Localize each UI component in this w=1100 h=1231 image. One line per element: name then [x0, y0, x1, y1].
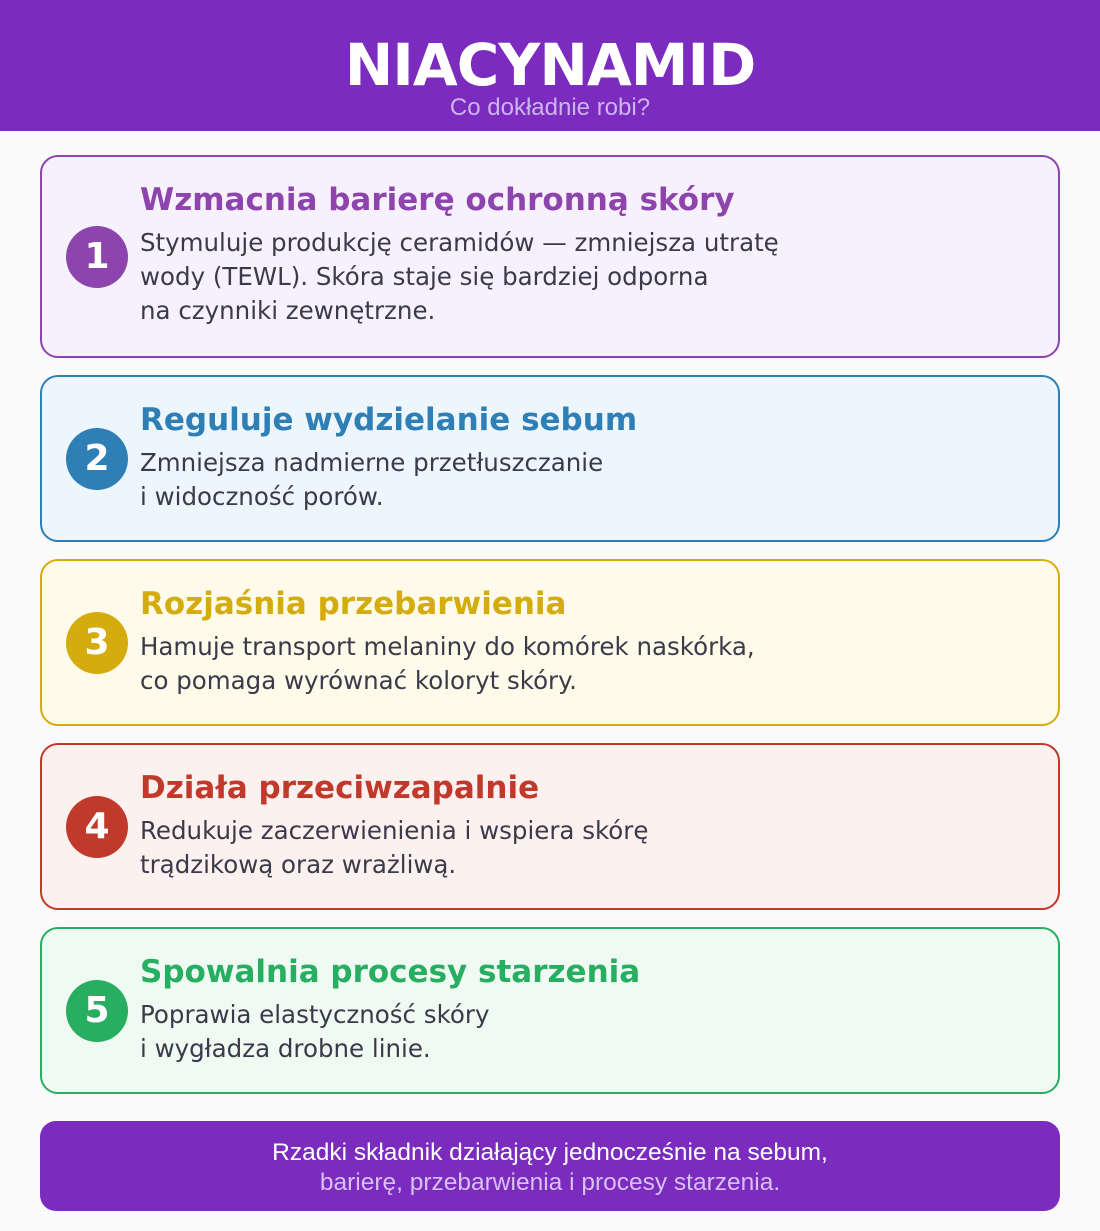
description-line: i widoczność porów.: [140, 482, 384, 511]
summary-footer: [40, 1121, 1060, 1211]
description-line: wody (TEWL). Skóra staje się bardziej odporna: [140, 262, 709, 291]
header-banner: [0, 0, 1100, 131]
number-badge-1: 1: [66, 226, 128, 288]
benefit-title-3: Rozjaśnia przebarwienia: [140, 586, 567, 622]
description-line: i wygładza drobne linie.: [140, 1034, 431, 1063]
number-badge-4: 4: [66, 796, 128, 858]
benefit-card-5: [40, 927, 1060, 1094]
page-title: NIACYNAMID: [344, 31, 756, 99]
benefit-description-3: [140, 630, 755, 698]
benefit-description-4: [140, 814, 648, 882]
benefit-card-2: [40, 375, 1060, 542]
description-line: Hamuje transport melaniny do komórek naskórka,: [140, 632, 755, 661]
benefit-title-5: Spowalnia procesy starzenia: [140, 954, 641, 990]
footer-line-2: barierę, przebarwienia i procesy starzenia.: [319, 1169, 781, 1196]
description-line: Stymuluje produkcję ceramidów — zmniejsza utratę: [140, 228, 779, 257]
benefit-description-2: [140, 446, 603, 514]
number-badge-3: 3: [66, 612, 128, 674]
description-line: na czynniki zewnętrzne.: [140, 296, 436, 325]
benefit-card-3: [40, 559, 1060, 726]
description-line: Zmniejsza nadmierne przetłuszczanie: [140, 448, 604, 477]
description-line: co pomaga wyrównać koloryt skóry.: [140, 666, 577, 695]
number-badge-5: 5: [66, 980, 128, 1042]
benefit-description-5: [140, 998, 489, 1066]
description-line: trądzikową oraz wrażliwą.: [140, 850, 457, 879]
benefit-description-1: [140, 226, 779, 328]
benefit-card-4: [40, 743, 1060, 910]
benefit-title-4: Działa przeciwzapalnie: [140, 770, 540, 806]
description-line: Redukuje zaczerwienienia i wspiera skórę: [140, 816, 649, 845]
benefit-card-1: [40, 155, 1060, 358]
page-subtitle: Co dokładnie robi?: [449, 94, 651, 121]
number-badge-2: 2: [66, 428, 128, 490]
benefit-title-1: Wzmacnia barierę ochronną skóry: [140, 182, 735, 218]
footer-line-1: Rzadki składnik działający jednocześnie na sebum,: [272, 1139, 828, 1166]
description-line: Poprawia elastyczność skóry: [140, 1000, 490, 1029]
benefit-title-2: Reguluje wydzielanie sebum: [140, 402, 638, 438]
